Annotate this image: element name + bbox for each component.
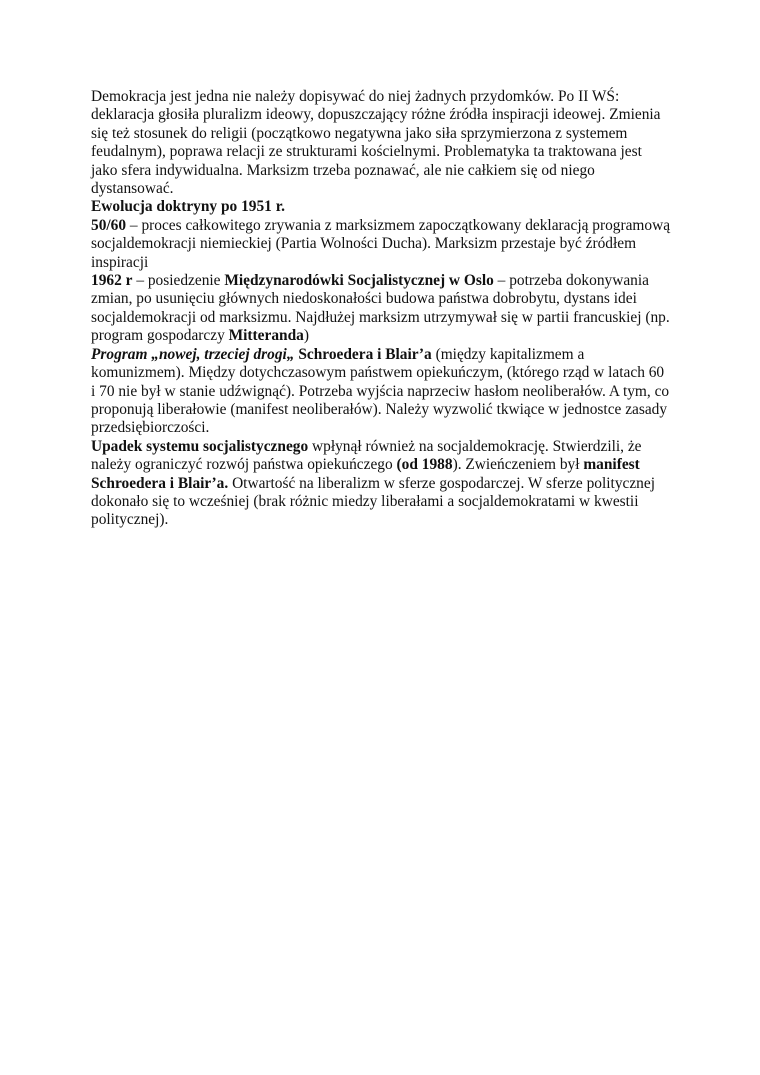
paragraph-50-60-text: – proces całkowitego zrywania z marksizmem zapoczątkowany deklaracją programową socjaldemokracji niemieckiej (Partia Wolności Ducha). Marksizm przestaje być źródłem inspiracji bbox=[91, 216, 671, 271]
paragraph-collapse-lead: Upadek systemu socjalistycznego bbox=[91, 437, 309, 455]
document-page bbox=[91, 88, 671, 530]
paragraph-collapse-bold-b: manifest Schroedera i Blair’a. bbox=[91, 456, 640, 492]
paragraph-50-60-lead: 50/60 bbox=[91, 216, 127, 234]
paragraph-collapse-text-b: ). Zwieńczeniem był bbox=[452, 456, 584, 474]
paragraph-1962-text-c: ) bbox=[303, 327, 309, 345]
paragraph-third-way bbox=[91, 346, 671, 438]
paragraph-1962-bold-a: Międzynarodówki Socjalistycznej w Oslo bbox=[224, 272, 494, 290]
paragraph-1962-text-b: – potrzeba dokonywania zmian, po usunięciu głównych niedoskonałości budowa państwa dobrobytu, dystans idei socjaldemokracji od marksizmu. Najdłużej marksizm utrzymywał się w partii francuskiej (np. program gospodarczy bbox=[91, 272, 670, 345]
paragraph-1962 bbox=[91, 272, 671, 346]
paragraph-1962-text-a: – posiedzenie bbox=[132, 272, 225, 290]
paragraph-collapse-text-c: Otwartość na liberalizm w sferze gospodarczej. W sferze politycznej dokonało się to wcześniej (brak różnic miedzy liberałami a socjaldemokratami w kwestii politycznej). bbox=[91, 474, 655, 529]
paragraph-1962-bold-b: Mitteranda bbox=[228, 327, 304, 345]
paragraph-collapse bbox=[91, 438, 671, 530]
paragraph-1962-lead: 1962 r bbox=[91, 272, 133, 290]
paragraph-third-way-text: (między kapitalizmem a komunizmem). Między dotychczasowym państwem opiekuńczym, (którego rząd w latach 60 i 70 nie był w stanie udźwignąć). Potrzeba wyjścia naprzeciw hasłom neoliberałów. A tym, co proponują liberałowie (manifest neoliberałów). Należy wyzwolić tkwiące w jednostce zasady przedsiębiorczości. bbox=[91, 345, 670, 437]
paragraph-third-way-lead-italic: Program „nowej, trzeciej drogi„ bbox=[91, 345, 295, 363]
section-heading: Ewolucja doktryny po 1951 r. bbox=[91, 198, 285, 216]
intro-paragraph: Demokracja jest jedna nie należy dopisywać do niej żadnych przydomków. Po II WŚ: deklaracja głosiła pluralizm ideowy, dopuszczający różne źródła inspiracji ideowej. Zmienia się też stosunek do religii (początkowo negatywna jako siła sprzymierzona z systemem feudalnym), poprawa relacji ze strukturami kościelnymi. Problematyka ta traktowana jest jako sfera indywidualna. Marksizm trzeba poznawać, ale nie całkiem się od niego dystansować. bbox=[91, 88, 661, 198]
paragraph-collapse-text-a: wpłynął również na socjaldemokrację. Stwierdzili, że należy ograniczyć rozwój państwa opiekuńczego bbox=[91, 437, 642, 474]
paragraph-third-way-lead-bold: Schroedera i Blair’a bbox=[294, 345, 432, 363]
paragraph-50-60 bbox=[91, 217, 671, 272]
paragraph-collapse-bold-a: (od 1988 bbox=[396, 456, 453, 474]
